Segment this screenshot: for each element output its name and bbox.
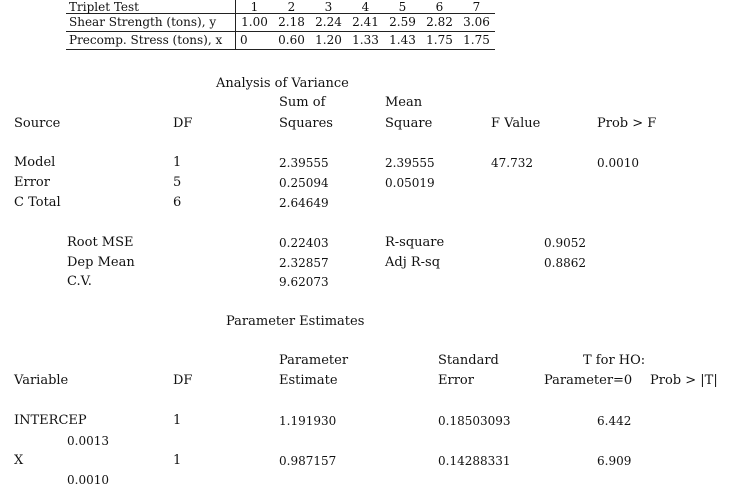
triplet-col-6: 6: [435, 0, 444, 14]
triplet-col-4: 4: [361, 0, 370, 14]
cell: 1.20: [310, 32, 347, 50]
param-header-estimate: Estimate: [279, 373, 338, 388]
anova-ss-ctotal: 2.64649: [279, 196, 329, 210]
param-variable-x: X: [14, 453, 24, 468]
cell: 3.06: [458, 14, 495, 32]
fit-cv: 9.62073: [279, 275, 329, 289]
anova-ms-error: 0.05019: [385, 176, 435, 190]
param-se-intercep: 0.18503093: [438, 414, 511, 428]
param-header-est-top: Parameter: [279, 353, 349, 368]
param-df-intercep: 1: [173, 413, 182, 428]
param-se-x: 0.14288331: [438, 454, 511, 468]
anova-source-ctotal: C Total: [14, 195, 61, 210]
fit-root-mse: 0.22403: [279, 236, 329, 250]
param-title: Parameter Estimates: [226, 314, 365, 329]
anova-header-ms-top: Mean: [385, 95, 423, 110]
cell: 2.18: [273, 14, 310, 32]
param-header-se-top: Standard: [438, 353, 499, 368]
triplet-header-label: Triplet Test: [66, 0, 236, 14]
anova-header-df: DF: [173, 116, 193, 131]
triplet-col-3: 3: [324, 0, 333, 14]
fit-adj-rsq: 0.8862: [544, 256, 586, 270]
cell: 1.43: [384, 32, 421, 50]
fit-rsq: 0.9052: [544, 236, 586, 250]
anova-header-ss-top: Sum of: [279, 95, 326, 110]
cell: 1.00: [236, 14, 274, 32]
triplet-col-1: 1: [250, 0, 259, 14]
cell: 1.75: [458, 32, 495, 50]
anova-header-source: Source: [14, 116, 61, 131]
anova-df-error: 5: [173, 175, 182, 190]
triplet-col-7: 7: [472, 0, 481, 14]
triplet-row-stress: [66, 32, 495, 50]
param-header-p: Prob > |T|: [650, 373, 718, 388]
fit-dep-mean: 2.32857: [279, 256, 329, 270]
param-header-t: Parameter=0: [544, 373, 633, 388]
anova-df-model: 1: [173, 155, 182, 170]
anova-df-ctotal: 6: [173, 195, 182, 210]
cell: 2.82: [421, 14, 458, 32]
row-label: Shear Strength (tons), y: [66, 14, 236, 32]
anova-source-model: Model: [14, 155, 56, 170]
cell: 2.59: [384, 14, 421, 32]
anova-title: Analysis of Variance: [216, 76, 349, 91]
anova-header-f: F Value: [491, 116, 541, 131]
cell: 1.75: [421, 32, 458, 50]
anova-header-ss: Squares: [279, 116, 333, 131]
triplet-col-5: 5: [398, 0, 407, 14]
cell: 2.41: [347, 14, 384, 32]
fit-cv-label: C.V.: [67, 274, 92, 289]
param-estimate-x: 0.987157: [279, 454, 337, 468]
cell: 1.33: [347, 32, 384, 50]
param-header-se: Error: [438, 373, 474, 388]
param-t-intercep: 6.442: [597, 414, 632, 428]
param-header-variable: Variable: [14, 373, 69, 388]
triplet-test-table: [66, 0, 495, 50]
anova-f-model: 47.732: [491, 156, 533, 170]
anova-ss-model: 2.39555: [279, 156, 329, 170]
param-estimate-intercep: 1.191930: [279, 414, 337, 428]
anova-ss-error: 0.25094: [279, 176, 329, 190]
fit-rsq-label: R-square: [385, 235, 445, 250]
param-t-x: 6.909: [597, 454, 632, 468]
triplet-row-shear: [66, 14, 495, 32]
param-header-t-top: T for HO:: [583, 353, 646, 368]
anova-header-ms: Square: [385, 116, 433, 131]
fit-dep-mean-label: Dep Mean: [67, 255, 135, 270]
anova-source-error: Error: [14, 175, 50, 190]
param-variable-intercep: INTERCEP: [14, 413, 87, 428]
anova-ms-model: 2.39555: [385, 156, 435, 170]
param-p-intercep: 0.0013: [67, 434, 109, 448]
param-p-x: 0.0010: [67, 473, 109, 487]
param-header-df: DF: [173, 373, 193, 388]
triplet-col-2: 2: [287, 0, 296, 14]
anova-header-p: Prob > F: [597, 116, 657, 131]
triplet-header-row: [66, 0, 495, 14]
param-df-x: 1: [173, 453, 182, 468]
cell: 0: [236, 32, 274, 50]
cell: 0.60: [273, 32, 310, 50]
fit-adj-rsq-label: Adj R-sq: [385, 255, 441, 270]
anova-p-model: 0.0010: [597, 156, 639, 170]
cell: 2.24: [310, 14, 347, 32]
row-label: Precomp. Stress (tons), x: [66, 32, 236, 50]
fit-root-mse-label: Root MSE: [67, 235, 134, 250]
